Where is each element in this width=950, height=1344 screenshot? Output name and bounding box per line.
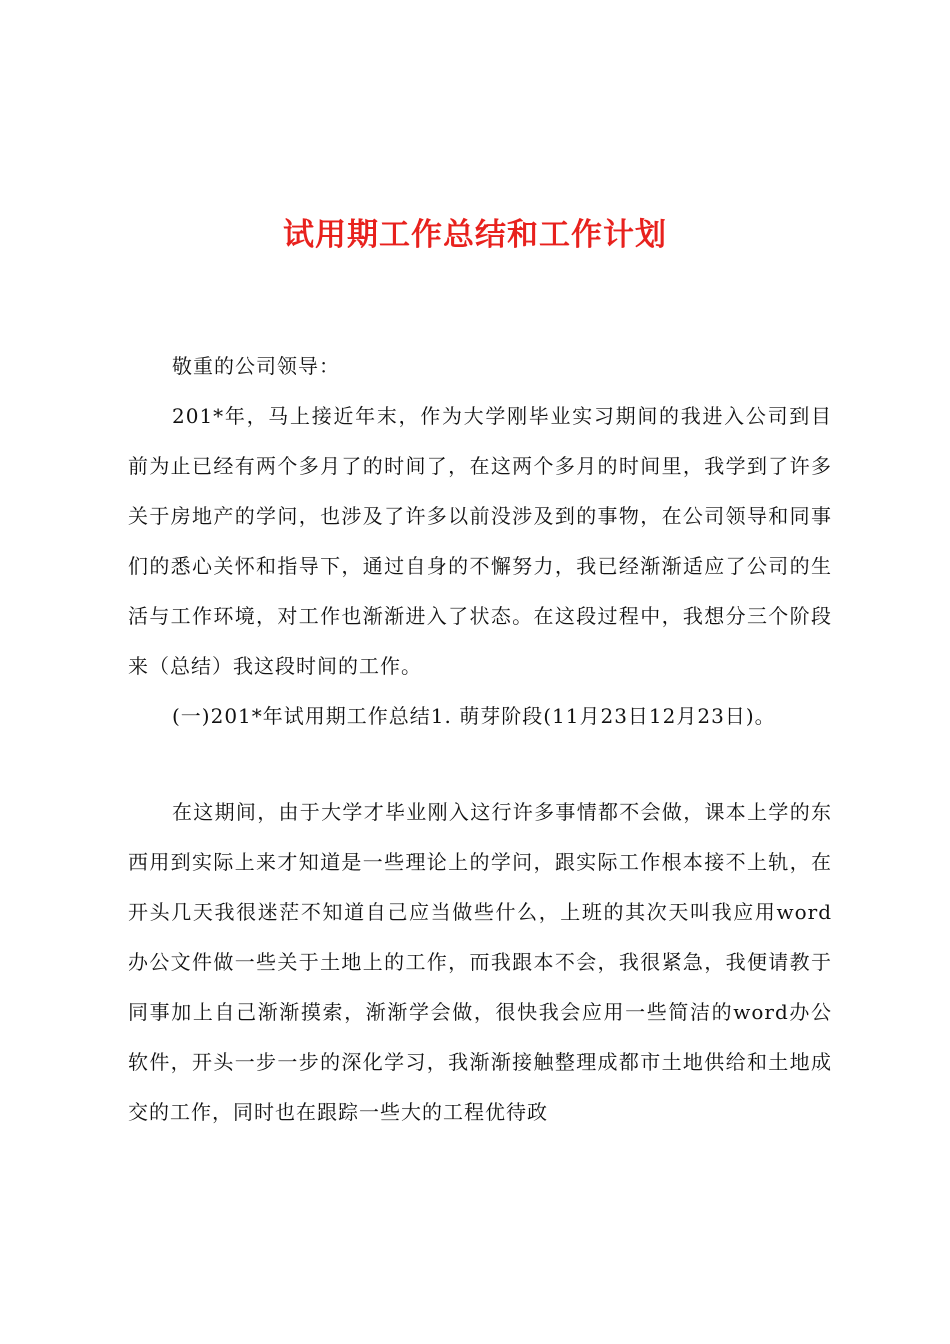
- salutation: 敬重的公司领导：: [172, 354, 340, 378]
- body-block: [128, 787, 832, 1137]
- salutation-block: [128, 341, 832, 391]
- body-paragraph: 在这期间，由于大学才毕业刚入这行许多事情都不会做，课本上学的东西用到实际上来才知道是一些理论上的学问，跟实际工作根本接不上轨，在开头几天我很迷茫不知道自己应当做些什么，上班的其次天叫我应用word办公文件做一些关于土地上的工作，而我跟本不会，我很紧急，我便请教于同事加上自己渐渐摸索，渐渐学会做，很快我会应用一些简洁的word办公软件，开头一步一步的深化学习，我渐渐接触整理成都市土地供给和土地成交的工作，同时也在跟踪一些大的工程优待政: [128, 800, 832, 1124]
- section-heading: (一)201*年试用期工作总结1. 萌芽阶段(11月23日12月23日)。: [172, 704, 776, 728]
- document-title: 试用期工作总结和工作计划: [283, 217, 667, 253]
- intro-block: [128, 391, 832, 741]
- intro-paragraph: 201*年，马上接近年末，作为大学刚毕业实习期间的我进入公司到目前为止已经有两个多月了的时间了，在这两个多月的时间里，我学到了许多关于房地产的学问，也涉及了许多以前没涉及到的事物，在公司领导和同事们的悉心关怀和指导下，通过自身的不懈努力，我已经渐渐适应了公司的生活与工作环境，对工作也渐渐进入了状态。在这段过程中，我想分三个阶段来（总结）我这段时间的工作。: [128, 404, 832, 678]
